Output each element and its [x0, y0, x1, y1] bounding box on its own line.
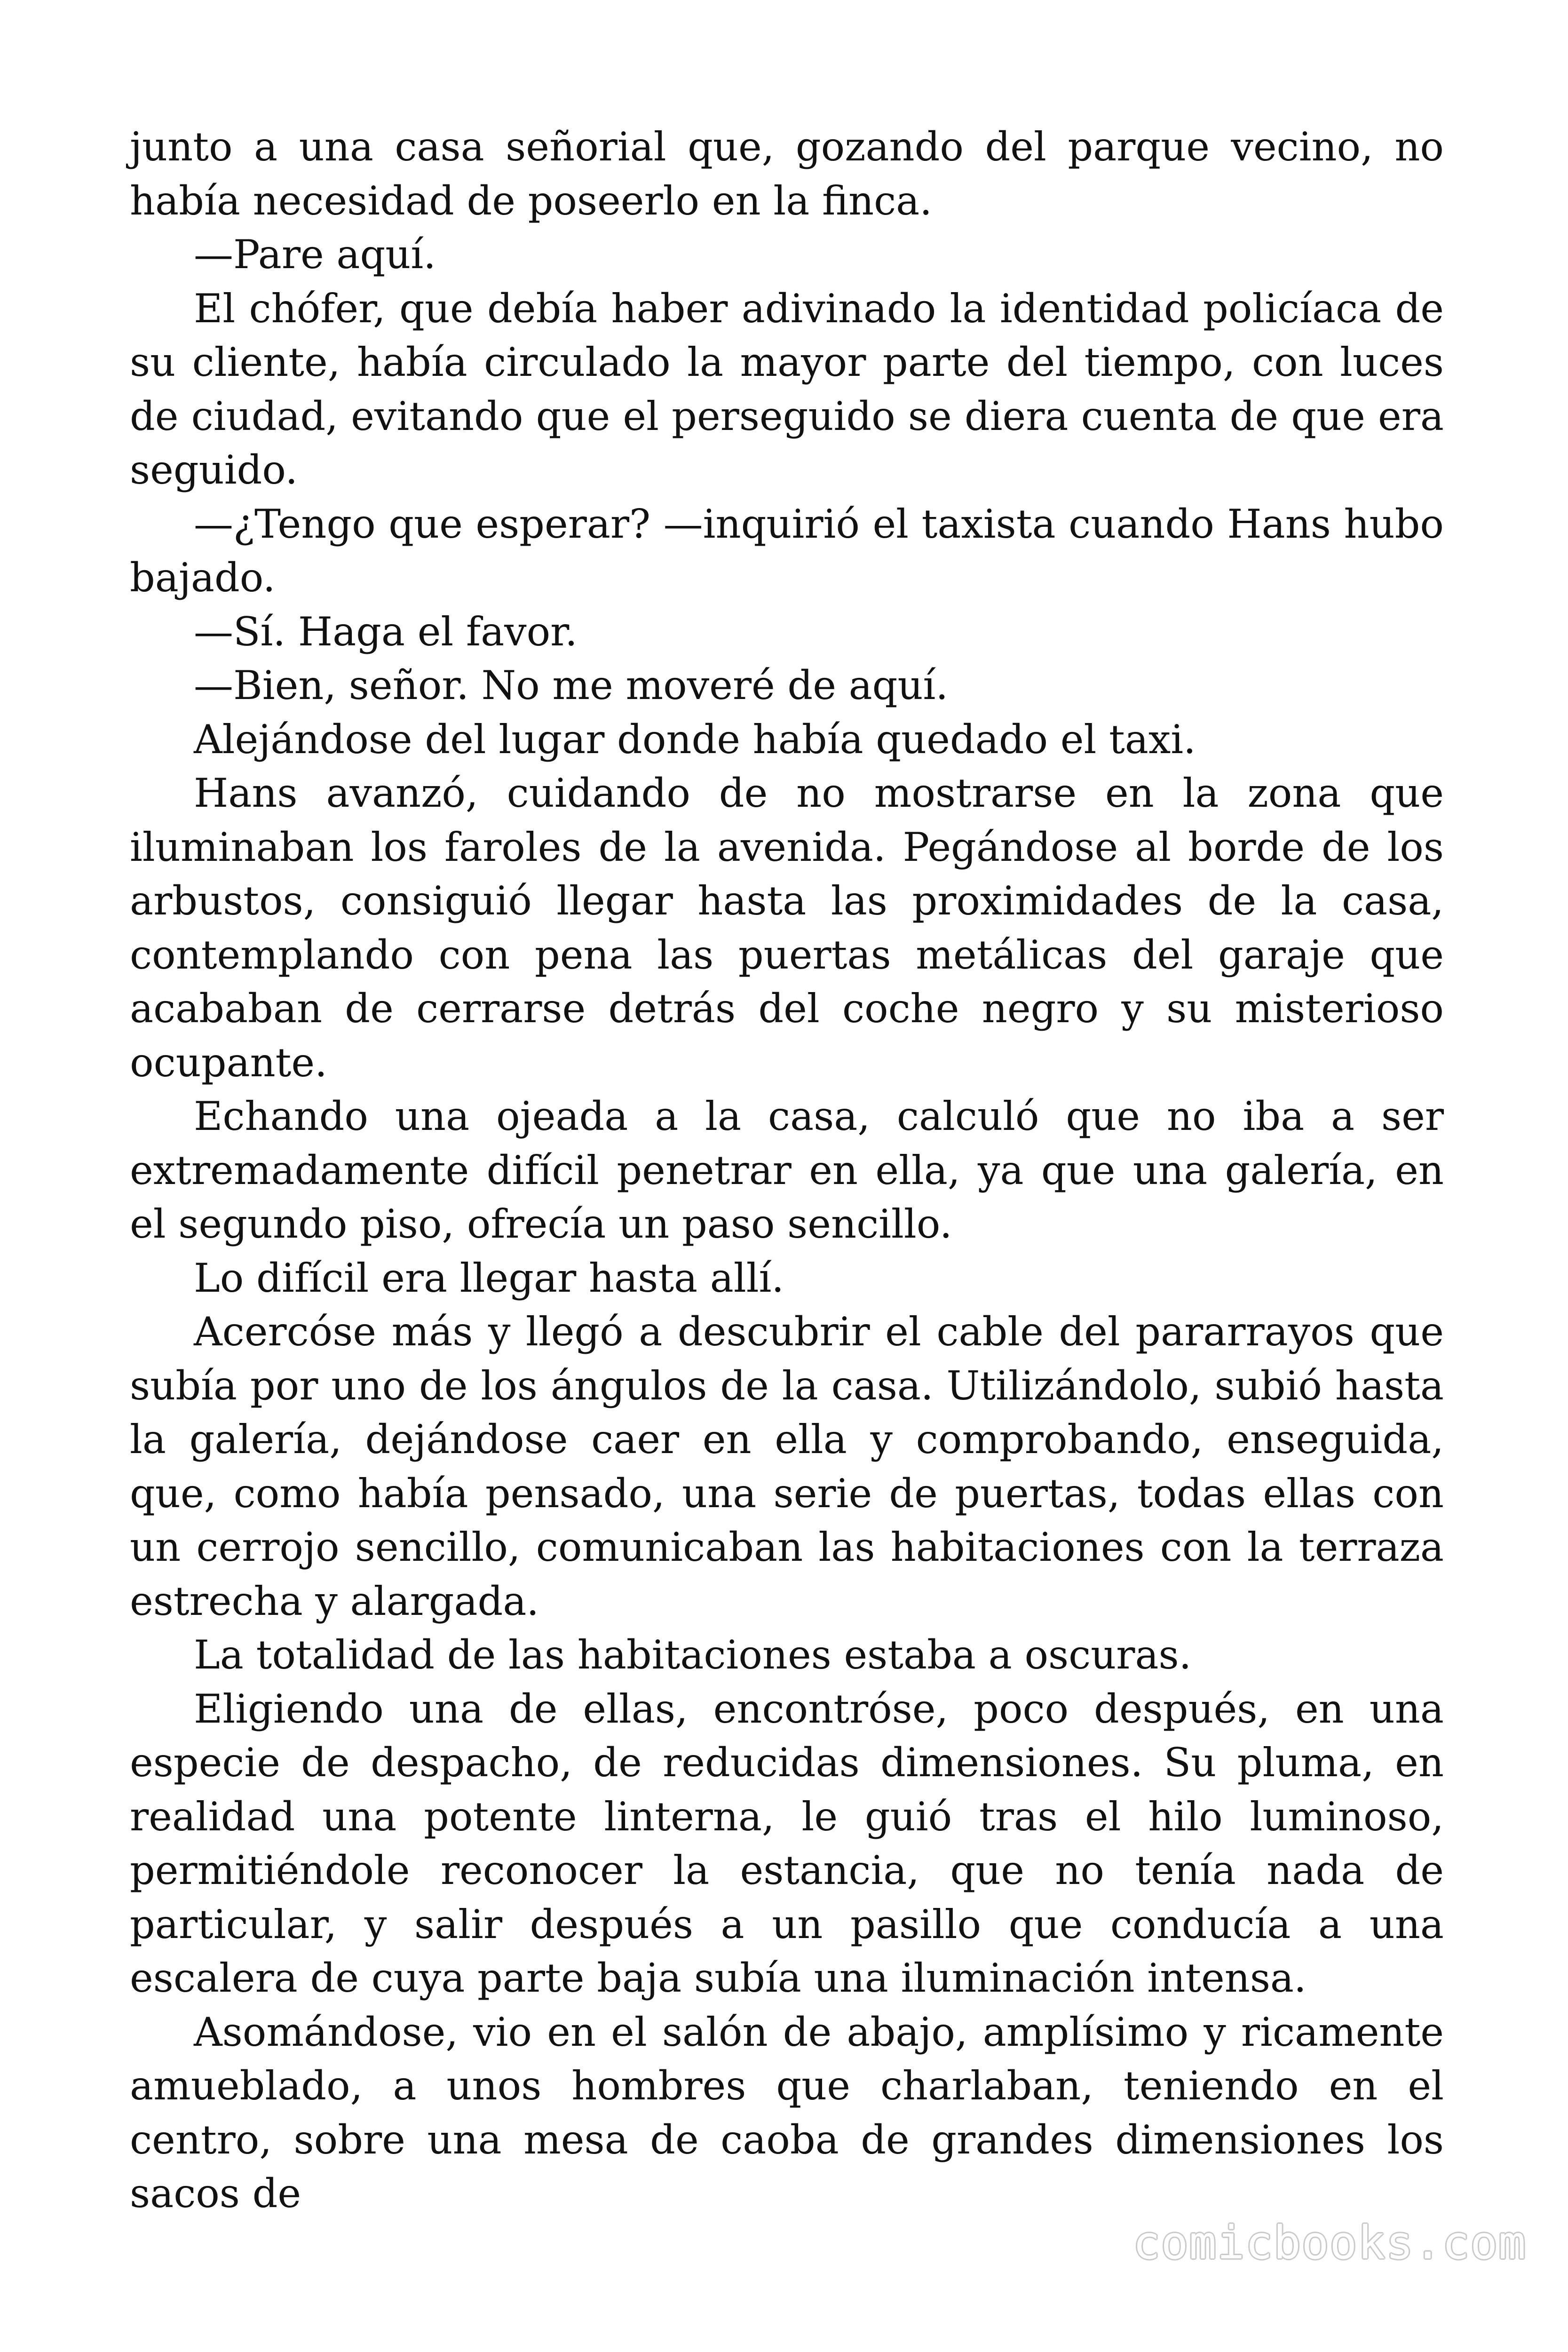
paragraph-dialogue: —Sí. Haga el favor. — [194, 608, 578, 655]
paragraph: Hans avanzó, cuidando de no mostrarse en la zona que iluminaban los faroles de la avenida. Pegándose al borde de los arbustos, consiguió llegar hasta las proximidades de la casa, contemplando con pena las puertas metálicas del garaje que acababan de cerrarse detrás del coche negro y su misterioso ocupante. — [130, 770, 1444, 1086]
paragraph: El chófer, que debía haber adivinado la identidad policíaca de su cliente, había circulado la mayor parte del tiempo, con luces de ciudad, evitando que el perseguido se diera cuenta de que era seguido. — [130, 285, 1444, 493]
paragraph: Acercóse más y llegó a descubrir el cable del pararrayos que subía por uno de los ángulos de la casa. Utilizándolo, subió hasta la galería, dejándose caer en ella y comprobando, enseguida, que, como había pensado, una serie de puertas, todas ellas con un cerrojo sencillo, comunicaban las habitaciones con la terraza estrecha y alargada. — [130, 1309, 1444, 1624]
paragraph-dialogue: —Pare aquí. — [194, 231, 436, 278]
watermark: comicbooks.com — [1132, 2217, 1527, 2269]
body-text — [130, 120, 1444, 2221]
paragraph: La totalidad de las habitaciones estaba a oscuras. — [194, 1632, 1192, 1678]
paragraph: Alejándose del lugar donde había quedado el taxi. — [194, 716, 1196, 763]
paragraph-dialogue: —¿Tengo que esperar? —inquirió el taxista cuando Hans hubo bajado. — [130, 501, 1444, 601]
paragraph-continues: Asomándose, vio en el salón de abajo, amplísimo y ricamente amueblado, a unos hombres que charlaban, teniendo en el centro, sobre una mesa de caoba de grandes dimensiones los sacos de — [130, 2009, 1444, 2217]
paragraph: Lo difícil era llegar hasta allí. — [194, 1255, 784, 1301]
paragraph: Echando una ojeada a la casa, calculó que no iba a ser extremadamente difícil penetrar en ella, ya que una galería, en el segundo piso, ofrecía un paso sencillo. — [130, 1093, 1444, 1247]
paragraph-continued: junto a una casa señorial que, gozando del parque vecino, no había necesidad de poseerlo en la finca. — [130, 124, 1444, 224]
paragraph-dialogue: —Bien, señor. No me moveré de aquí. — [194, 662, 949, 708]
paragraph: Eligiendo una de ellas, encontróse, poco después, en una especie de despacho, de reducidas dimensiones. Su pluma, en realidad una potente linterna, le guió tras el hilo luminoso, permitiéndole reconocer la estancia, que no tenía nada de particular, y salir después a un pasillo que conducía a una escalera de cuya parte baja subía una iluminación intensa. — [130, 1685, 1444, 2001]
